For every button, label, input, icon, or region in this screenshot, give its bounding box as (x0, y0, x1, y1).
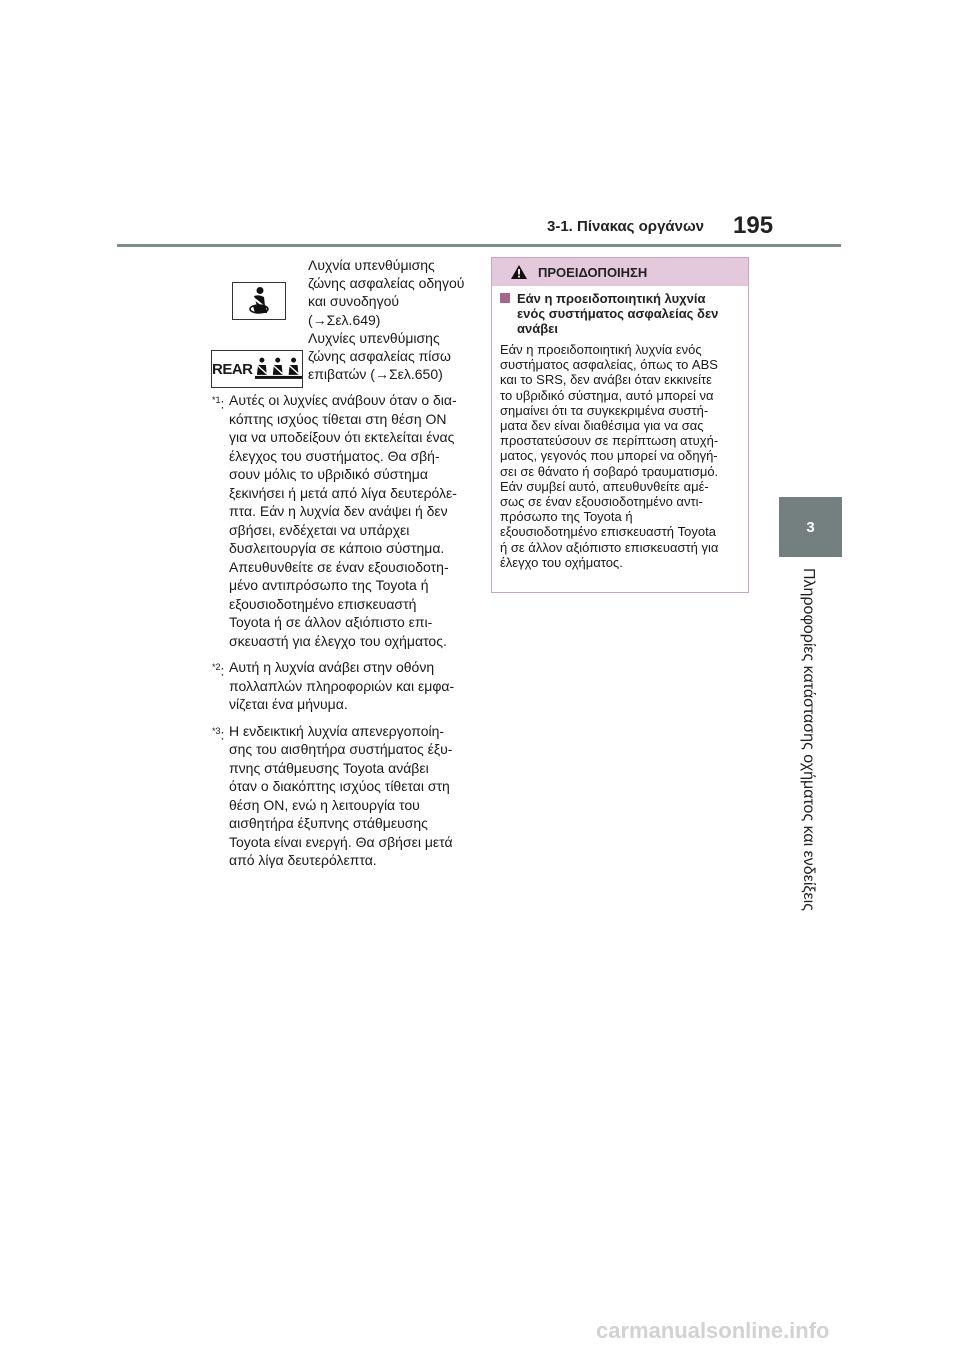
warning-line: σως σε έναν εξουσιοδοτημένο αντι- (500, 494, 703, 510)
footnote-line: Απευθυνθείτε σε έναν εξουσιοδοτη- (229, 558, 449, 575)
chapter-title-vertical (797, 568, 817, 911)
chapter-title: Πληροφορίες κατάστασης οχήματος και ενδείξεις (800, 568, 817, 911)
warning-body (500, 342, 740, 570)
footnote-line: κόπτης ισχύος τίθεται στη θέση ON (229, 410, 447, 427)
footnote-line: εξουσιοδοτημένο επισκευαστή (229, 595, 417, 612)
footnote-line: Toyota ή σε άλλον αξιόπιστο επι- (229, 614, 433, 630)
warning-line: Εάν συμβεί αυτό, απευθυνθείτε αμέ- (500, 478, 709, 494)
warning-triangle-icon (510, 264, 528, 280)
warning-line: ματος, γεγονός που μπορεί να οδηγή- (500, 448, 718, 464)
footnote-line: ξεκινήσει ή μετά από λίγα δευτερόλε- (229, 484, 457, 501)
footnote-line: σουν μόλις το υβριδικό σύστημα (229, 466, 428, 482)
warning-subheading-line: ανάβει (517, 321, 558, 336)
warning-heading: ΠΡΟΕΙΔΟΠΟΙΗΣΗ (538, 264, 648, 280)
warning-line: το υβριδικό σύστημα, αυτό μπορεί να (500, 387, 714, 403)
footnote-3 (212, 722, 476, 870)
rear-seatbelt-reminder-icon (211, 350, 303, 388)
warning-line: σει σε θάνατο ή σοβαρό τραυματισμό. (500, 463, 719, 479)
footnote-line: όταν ο διακόπτης ισχύος τίθεται στη (229, 778, 450, 794)
warning-line: ματα δεν είναι διαθέσιμα για να σας (500, 418, 704, 434)
footnote-line: Η ενδεικτική λυχνία απενεργοποίη- (229, 722, 445, 739)
warning-subheading-line: ενός συστήματος ασφαλείας δεν (517, 306, 719, 321)
footnote-line: θέση ON, ενώ η λειτουργία του (229, 796, 420, 813)
chapter-number: 3 (806, 518, 815, 536)
warning-subheading (500, 291, 740, 336)
icon-desc-line: (→Σελ.649) (308, 311, 381, 328)
icon-desc-line: ζώνης ασφαλείας πίσω (308, 348, 451, 365)
footnote-line: νίζεται ένα μήνυμα. (229, 696, 348, 712)
footnote-line: πνης στάθμευσης Toyota ανάβει (229, 759, 429, 776)
page-number: 195 (733, 212, 774, 239)
icon-desc-line: Λυχνία υπενθύμισης (308, 257, 435, 273)
warning-line: συστήματος ασφαλείας, όπως το ABS (500, 357, 718, 373)
warning-header (492, 258, 748, 286)
footnotes (212, 391, 476, 878)
footnote-line: έλεγχος του συστήματος. Θα σβή- (229, 447, 440, 464)
footnote-line: Αυτή η λυχνία ανάβει στην οθόνη (229, 659, 435, 675)
footnote-line: πολλαπλών πληροφοριών και εμφα- (229, 677, 455, 694)
warning-line: προστατεύσουν σε περίπτωση ατυχή- (500, 433, 719, 449)
icon-desc-line: επιβατών (→Σελ.650) (308, 366, 443, 383)
seatbelt-reminder-icon (232, 282, 286, 320)
warning-line: πρόσωπο της Toyota ή (500, 509, 633, 525)
icon-desc-line: Λυχνίες υπενθύμισης (308, 329, 440, 346)
footnote-line: πτα. Εάν η λυχνία δεν ανάψει ή δεν (229, 503, 448, 519)
warning-line: ή σε άλλον αξιόπιστο επισκευαστή για (500, 539, 719, 555)
footnote-marker: $^{*1}$: (212, 395, 225, 412)
footnote-line: για να υποδείξουν ότι εκτελείται ένας (229, 429, 455, 445)
footnote-line: σκευαστή για έλεγχο του οχήματος. (229, 632, 447, 649)
warning-line: εξουσιοδοτημένο επισκευαστή Toyota (500, 524, 716, 540)
warning-line: έλεγχο του οχήματος. (500, 554, 623, 570)
warning-line: σημαίνει ότι τα συγκεκριμένα συστή- (500, 402, 709, 418)
footnote-line: σης του αισθητήρα συστήματος έξυ- (229, 741, 453, 757)
footnote-line: αισθητήρα έξυπνης στάθμευσης (229, 815, 428, 831)
footnote-line: Αυτές οι λυχνίες ανάβουν όταν ο δια- (229, 392, 457, 408)
footnote-1 (212, 391, 476, 650)
footnote-marker: $^{*2}$: (212, 662, 225, 679)
section-title: 3-1. Πίνακας οργάνων (547, 218, 704, 235)
warning-line: Εάν η προειδοποιητική λυχνία ενός (500, 342, 702, 357)
rear-seats-icon (255, 357, 302, 381)
footnote-line: μένο αντιπρόσωπο της Toyota ή (229, 577, 429, 593)
footnote-line: σβήσει, ενδέχεται να υπάρχει (229, 521, 410, 538)
footnote-line: από λίγα δευτερόλεπτα. (229, 852, 377, 868)
square-bullet-icon (500, 293, 510, 303)
footnote-line: δυσλειτουργία σε κάποιο σύστημα. (229, 540, 445, 556)
warning-box (491, 257, 749, 593)
footnote-marker: $^{*3}$: (212, 725, 225, 743)
header-divider (117, 244, 841, 247)
chapter-tab (779, 497, 842, 557)
watermark: carmanualsonline.info (596, 1318, 830, 1343)
warning-subheading-line: Εάν η προειδοποιητική λυχνία (517, 291, 706, 306)
rear-label: REAR (212, 360, 253, 378)
footnote-2 (212, 658, 476, 714)
icon-desc-line: ζώνης ασφαλείας οδηγού (308, 275, 465, 292)
footnote-line: Toyota είναι ενεργή. Θα σβήσει μετά (229, 833, 453, 850)
warning-line: και το SRS, δεν ανάβει όταν εκκινείτε (500, 372, 712, 388)
icon-descriptions (308, 256, 484, 383)
icon-desc-line: και συνοδηγού (308, 293, 400, 310)
